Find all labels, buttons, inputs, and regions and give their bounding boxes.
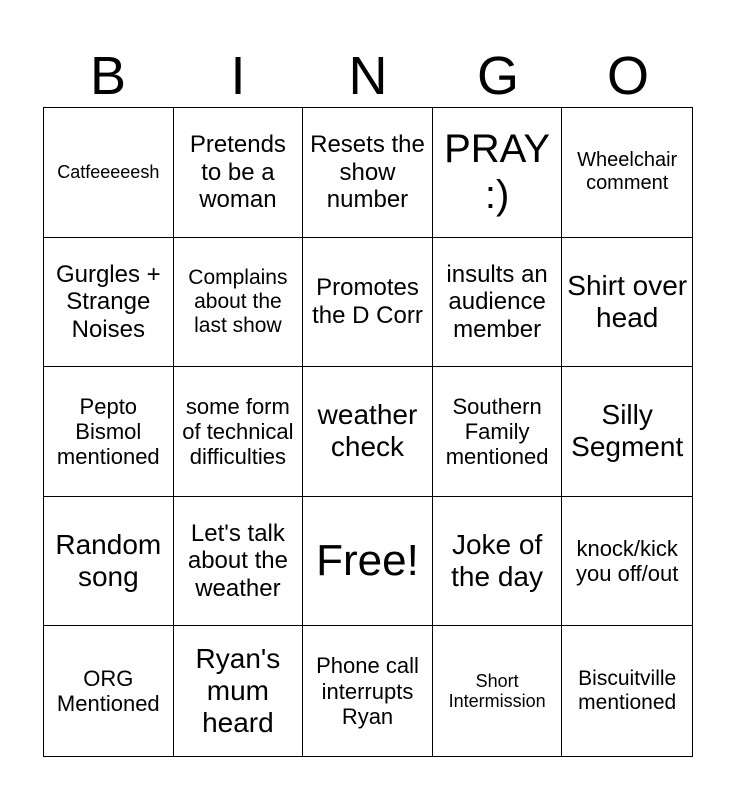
bingo-cell-r4-c1[interactable]: Random song xyxy=(44,497,174,627)
header-letter-n: N xyxy=(348,46,388,106)
header-letter-o: O xyxy=(606,46,649,106)
bingo-cell-r1-c1[interactable]: Catfeeeeesh xyxy=(44,108,174,238)
bingo-cell-r5-c2[interactable]: Ryan's mum heard xyxy=(174,626,304,756)
bingo-cell-r4-c4[interactable]: Joke of the day xyxy=(433,497,563,627)
bingo-cell-r1-c5[interactable]: Wheelchair comment xyxy=(562,108,692,238)
bingo-cell-r5-c3[interactable]: Phone call interrupts Ryan xyxy=(303,626,433,756)
bingo-cell-r1-c3[interactable]: Resets the show number xyxy=(303,108,433,238)
bingo-cell-r3-c2[interactable]: some form of technical difficulties xyxy=(174,367,304,497)
bingo-cell-r3-c4[interactable]: Southern Family mentioned xyxy=(433,367,563,497)
bingo-cell-r3-c5[interactable]: Silly Segment xyxy=(562,367,692,497)
bingo-cell-r5-c4[interactable]: Short Intermission xyxy=(433,626,563,756)
bingo-header xyxy=(43,44,693,108)
bingo-cell-r2-c1[interactable]: Gurgles + Strange Noises xyxy=(44,238,174,368)
bingo-cell-r3-c1[interactable]: Pepto Bismol mentioned xyxy=(44,367,174,497)
bingo-cell-r5-c5[interactable]: Biscuitville mentioned xyxy=(578,667,677,715)
bingo-cell-r3-c3[interactable]: weather check xyxy=(303,367,433,497)
bingo-cell-r4-c2[interactable]: Let's talk about the weather xyxy=(174,497,304,627)
bingo-cell-r1-c4[interactable]: PRAY :) xyxy=(433,108,563,238)
bingo-cell-free[interactable]: Free! xyxy=(303,497,433,627)
bingo-cell-r2-c3[interactable]: Promotes the D Corr xyxy=(303,238,433,368)
bingo-cell-r4-c5[interactable]: knock/kick you off/out xyxy=(562,497,692,627)
header-letter-i: I xyxy=(230,46,246,106)
bingo-cell-r2-c4[interactable]: insults an audience member xyxy=(433,238,563,368)
bingo-cell-r1-c2[interactable]: Pretends to be a woman xyxy=(174,108,304,238)
bingo-cell-r2-c2[interactable]: Complains about the last show xyxy=(174,238,304,368)
header-letter-b: B xyxy=(89,46,127,106)
header-letter-g: G xyxy=(476,46,519,106)
bingo-cell-r5-c1[interactable]: ORG Mentioned xyxy=(44,626,174,756)
bingo-cell-r2-c5[interactable]: Shirt over head xyxy=(562,238,692,368)
bingo-board xyxy=(43,107,693,757)
